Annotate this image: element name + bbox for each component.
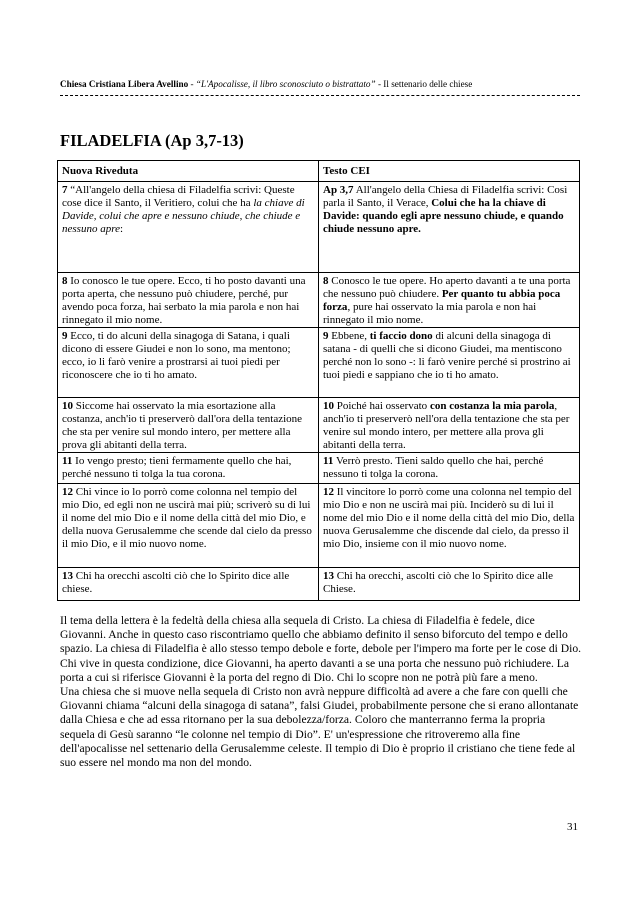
verse-text: Io conosco le tue opere. Ecco, ti ho posto davanti una porta aperta, che nessuno può chiudere, perché, pur avendo poca forza, hai serbato la mia parola e non hai rinnegato il mio nome. [62, 275, 306, 326]
header-section: - Il settenario delle chiese [375, 79, 473, 89]
verse-number: 11 [323, 455, 334, 467]
cell-testo-cei [319, 328, 580, 398]
verse-text: Poiché hai osservato [334, 400, 430, 412]
verse-text: Siccome hai osservato la mia esortazione alla costanza, anch'io ti preserverò dall'ora della tentazione che sta per venire sul mondo intero, per mettere alla prova gli abitanti della terra. [62, 400, 303, 451]
verse-number: 12 [62, 486, 73, 498]
table-row [58, 484, 580, 568]
verse-number: 12 [323, 486, 334, 498]
verse-number: 8 [323, 275, 329, 287]
verse-text: Chi vince io lo porrò come colonna nel tempio del mio Dio, ed egli non ne uscirà mai più; scriverò su di lui il nome del mio Dio e il nome della città del mio Dio, e della nuova Gerusalemme che scende dal cielo da presso il mio Dio, e il mio nuovo nome. [62, 486, 312, 550]
verse-text: Verrò presto. Tieni saldo quello che hai, perché nessuno ti tolga la corona. [323, 455, 544, 480]
cell-nuova-riveduta [58, 453, 319, 484]
cell-testo-cei [319, 453, 580, 484]
emphasis-text: ti faccio dono [369, 330, 433, 342]
table-row [58, 453, 580, 484]
column-header-nuova-riveduta: Nuova Riveduta [58, 161, 319, 182]
cell-nuova-riveduta [58, 273, 319, 328]
cell-nuova-riveduta [58, 182, 319, 273]
page-title: FILADELFIA (Ap 3,7-13) [60, 131, 244, 150]
verse-number: 11 [62, 455, 73, 467]
verse-text: Conosco le tue opere. Ho aperto davanti a te una porta che nessuno può chiudere. [323, 275, 571, 300]
column-header-testo-cei: Testo CEI [319, 161, 580, 182]
verse-text: Io vengo presto; tieni fermamente quello che hai, perché nessuno ti tolga la tua corona. [62, 455, 292, 480]
verse-number: 9 [62, 330, 68, 342]
verse-text: All'angelo della Chiesa di Filadelfia scrivi: Così parla il Santo, il Verace, [323, 184, 568, 209]
verse-number: 10 [323, 400, 334, 412]
header-separator: - [188, 79, 196, 89]
comparison-table [57, 160, 580, 601]
emphasis-text: con costanza la mia parola [429, 400, 555, 412]
cell-testo-cei [319, 398, 580, 453]
cell-nuova-riveduta [58, 398, 319, 453]
verse-number: 8 [62, 275, 68, 287]
commentary-paragraph: Il tema della lettera è la fedeltà della chiesa alla sequela di Cristo. La chiesa di Filadelfia è fedele, dice Giovanni. Anche in questo caso riscontriamo quello che abbiamo definito il senso biforcuto del tempo e dello spazio. La chiesa di Filadelfia è allo stesso tempo debole e forte, debole per l'impero ma forte per le cose di Dio. Chi vive in questa condizione, dice Giovanni, ha aperto davanti a se una porta che nessuno può richiudere. La porta a cui si riferisce Giovanni è la porta del regno di Dio. Chi lo scopre non ne potrà più fare a meno. [60, 614, 582, 684]
verse-number: 10 [62, 400, 73, 412]
verse-number: Ap 3,7 [323, 184, 354, 196]
cell-testo-cei [319, 273, 580, 328]
verse-text: Ecco, ti do alcuni della sinagoga di Satana, i quali dicono di essere Giudei e non lo sono, ma mentono; ecco, io li farò venire a prostrarsi ai tuoi piedi per riconoscere che io ti ho amato. [62, 330, 291, 381]
verse-text: , pure hai osservato la mia parola e non hai rinnegato il mio nome. [323, 301, 537, 326]
header-rule [60, 95, 580, 96]
verse-text: Chi ha orecchi ascolti ciò che lo Spirito dice alle chiese. [62, 570, 290, 595]
commentary-paragraph: Una chiesa che si muove nella sequela di Cristo non avrà neppure difficoltà ad avere a che fare con quelli che Giovanni chiama “alcuni della sinagoga di satana”, falsi Giudei, probabilmente persone che si erano allontanate dalla Chiesa e che ad essa ritornano per la sua debolezza/forza. Coloro che manterranno ferma la propria sequela di Gesù saranno “le colonne nel tempio di Dio”. E' un'espressione che ritroveremo alla fine dell'apocalisse nel settenario della Gerusalemme celeste. Il tempio di Dio è proprio il cristiano che tiene fede al suo essere nel mondo ma non del mondo. [60, 685, 579, 770]
emphasis-text: Colui che ha la chiave di Davide: quando egli apre nessuno chiude, e quando chiude nessuno apre. [323, 197, 564, 235]
emphasis-text: Per quanto tu abbia poca forza [323, 288, 561, 313]
table-row [58, 273, 580, 328]
cell-nuova-riveduta [58, 484, 319, 568]
commentary [60, 614, 582, 770]
verse-text: , anch'io ti preserverò nell'ora della tentazione che sta per venire sul mondo intero, per mettere alla prova gli abitanti della terra. [323, 400, 570, 451]
verse-number: 13 [323, 570, 334, 582]
verse-text: di alcuni della sinagoga di satana - di quelli che si dicono Giudei, ma mentiscono perché non lo sono -: li farò venire perché si prostrino ai tuoi piedi e sappiano che io ti ho amato. [323, 330, 571, 381]
page-number: 31 [567, 821, 578, 833]
running-header [60, 79, 580, 90]
verse-number: 7 [62, 184, 68, 196]
italic-text: la chiave di Davide, colui che apre e nessuno chiude, che chiude e nessuno apre [62, 197, 305, 235]
verse-text: Il vincitore lo porrò come una colonna nel tempio del mio Dio e non ne uscirà mai più. Inciderò su di lui il nome del mio Dio e il nome della città del mio Dio, della nuova Gerusalemme che discende dal cielo, da presso il mio Dio, insieme con il mio nuovo nome. [323, 486, 575, 550]
cell-nuova-riveduta [58, 568, 319, 601]
verse-number: 13 [62, 570, 73, 582]
table-row [58, 568, 580, 601]
header-book-title: “L'Apocalisse, il libro sconosciuto o bistrattato” [195, 79, 376, 89]
table-row [58, 328, 580, 398]
cell-testo-cei [319, 568, 580, 601]
verse-text: Chi ha orecchi, ascolti ciò che lo Spirito dice alle Chiese. [323, 570, 554, 595]
table-header-row [58, 161, 580, 182]
cell-testo-cei [319, 484, 580, 568]
verse-text: “All'angelo della chiesa di Filadelfia scrivi: Queste cose dice il Santo, il Veritiero, colui che ha [62, 184, 295, 209]
verse-text: Ebbene, [328, 330, 370, 342]
header-org: Chiesa Cristiana Libera Avellino [60, 79, 189, 89]
verse-number: 9 [323, 330, 329, 342]
table-row [58, 398, 580, 453]
cell-nuova-riveduta [58, 328, 319, 398]
cell-testo-cei [319, 182, 580, 273]
verse-text: : [119, 223, 124, 235]
table-row [58, 182, 580, 273]
